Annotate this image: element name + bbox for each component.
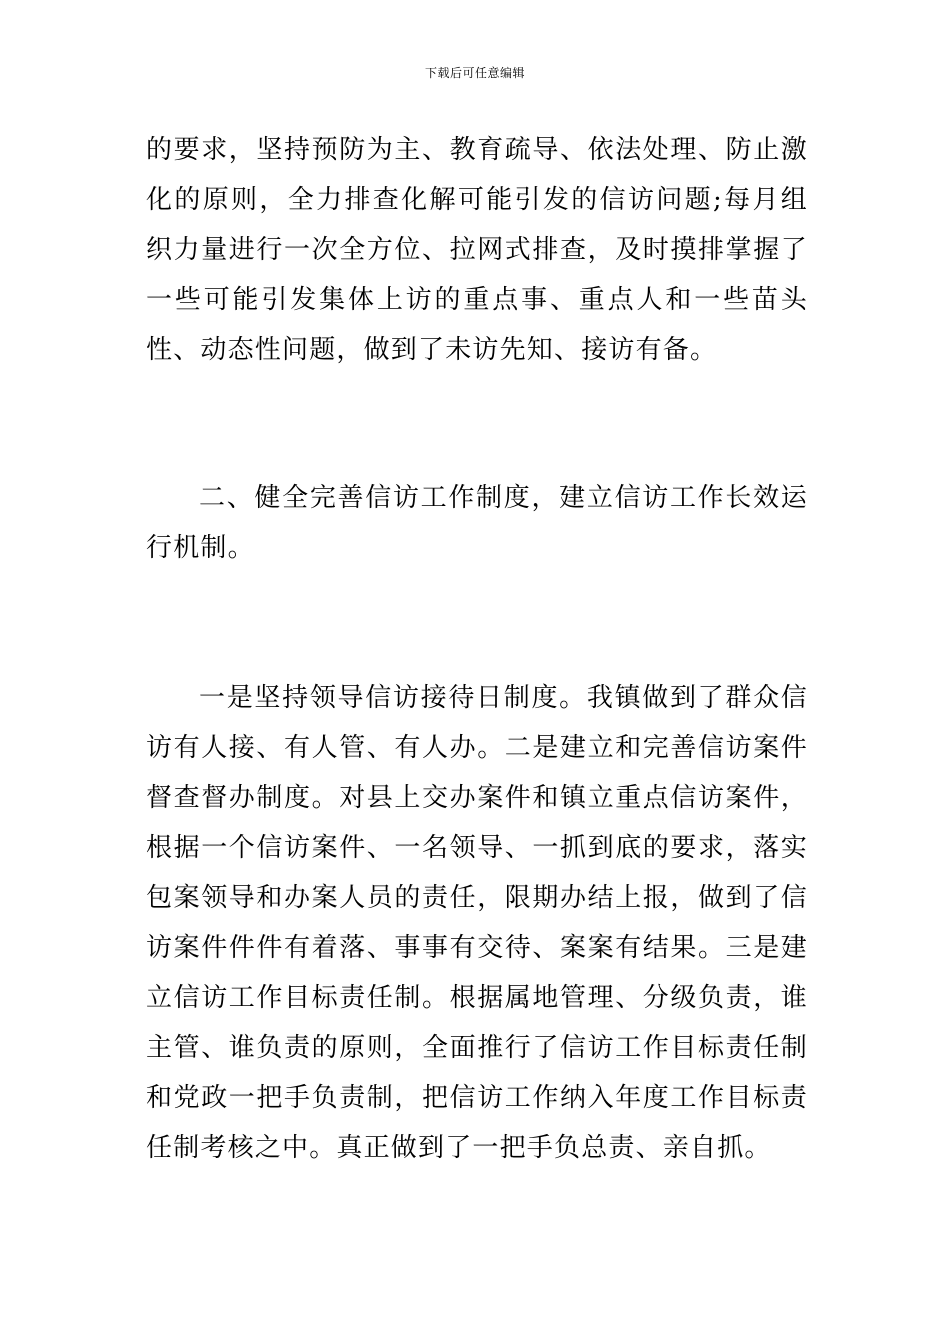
paragraph-continuation: 的要求，坚持预防为主、教育疏导、依法处理、防止激化的原则，全力排查化解可能引发的信访问题;每月组织力量进行一次全方位、拉网式排查，及时摸排掌握了一些可能引发集体上访的重点事、重点人和一些苗头性、动态性问题，做到了未访先知、接访有备。 [146,135,808,365]
section-heading-paragraph: 二、健全完善信访工作制度，建立信访工作长效运行机制。 [146,483,808,563]
page-header: 下载后可任意编辑 [424,66,525,80]
paragraph-body: 一是坚持领导信访接待日制度。我镇做到了群众信访有人接、有人管、有人办。二是建立和完善信访案件督查督办制度。对县上交办案件和镇立重点信访案件，根据一个信访案件、一名领导、一抓到底的要求，落实包案领导和办案人员的责任，限期办结上报，做到了信访案件件件有着落、事事有交待、案案有结果。三是建立信访工作目标责任制。根据属地管理、分级负责，谁主管、谁负责的原则，全面推行了信访工作目标责任制和党政一把手负责制，把信访工作纳入年度工作目标责任制考核之中。真正做到了一把手负总责、亲自抓。 [146,683,808,1163]
